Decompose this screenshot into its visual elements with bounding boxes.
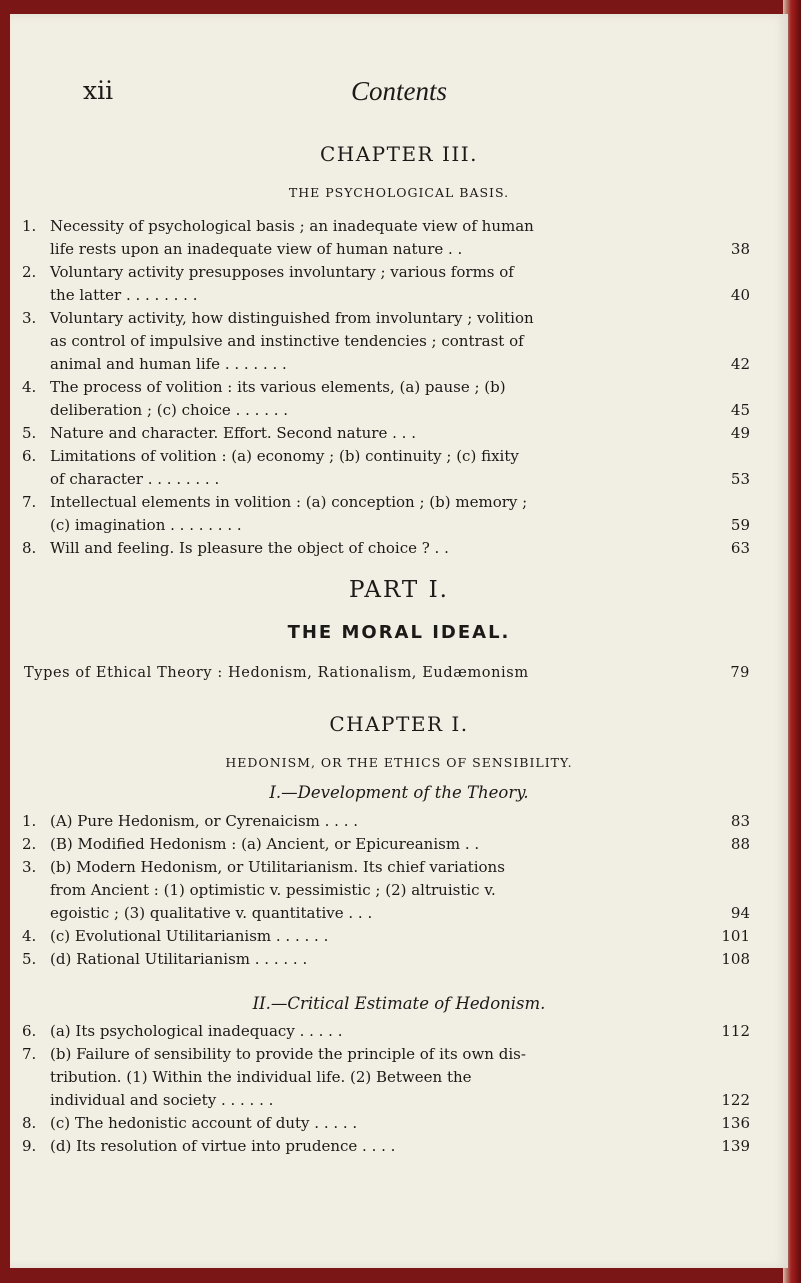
chapter-3-title: CHAPTER III. <box>319 142 479 166</box>
toc-entry-text: Will and feeling. Is pleasure the object of choice ? . . <box>50 539 449 557</box>
toc-entry-number: 8. <box>22 539 37 557</box>
toc-entry-page: 49 <box>730 424 750 442</box>
toc-entry-page: 112 <box>721 1022 750 1040</box>
toc-entry-number: 4. <box>22 927 37 945</box>
toc-entry-text: deliberation ; (c) choice . . . . . . <box>50 401 289 419</box>
toc-entry-number: 9. <box>22 1137 37 1155</box>
toc-entry-text: (c) The hedonistic account of duty . . . . . <box>50 1114 358 1132</box>
toc-entry-text: Voluntary activity presupposes involuntary ; various forms of <box>50 263 514 281</box>
toc-entry-page: 122 <box>721 1091 750 1109</box>
toc-entry-text: (d) Its resolution of virtue into prudence . . . . <box>50 1137 396 1155</box>
toc-entry-page: 63 <box>730 539 750 557</box>
toc-entry-number: 1. <box>22 217 37 235</box>
toc-entry-page: 94 <box>730 904 750 922</box>
toc-entry-number: 8. <box>22 1114 37 1132</box>
toc-entry-text: (B) Modified Hedonism : (a) Ancient, or Epicureanism . . <box>50 835 480 853</box>
toc-entry-number: 1. <box>22 812 37 830</box>
toc-entry-text: Necessity of psychological basis ; an inadequate view of human <box>50 217 534 235</box>
toc-entry-text: the latter . . . . . . . . <box>50 286 198 304</box>
toc-entry-page: 42 <box>730 355 750 373</box>
toc-entry-text: The process of volition : its various elements, (a) pause ; (b) <box>50 378 506 396</box>
toc-entry-text: from Ancient : (1) optimistic v. pessimistic ; (2) altruistic v. <box>50 881 496 899</box>
toc-entry-number: 6. <box>22 1022 37 1040</box>
toc-entry-text: (b) Modern Hedonism, or Utilitarianism. Its chief variations <box>50 858 505 876</box>
chapter-3-subtitle: THE PSYCHOLOGICAL BASIS. <box>288 185 510 200</box>
toc-entry-number: 5. <box>22 424 37 442</box>
toc-entry-page: 108 <box>721 950 750 968</box>
page-header <box>10 76 788 116</box>
toc-entry-text: (b) Failure of sensibility to provide the principle of its own dis- <box>50 1045 526 1063</box>
toc-entry-text: Intellectual elements in volition : (a) conception ; (b) memory ; <box>50 493 528 511</box>
part-1-title: PART I. <box>349 577 449 603</box>
toc-entry-page: 45 <box>730 401 750 419</box>
chapter-1-title: CHAPTER I. <box>329 712 469 736</box>
toc-entry-page: 59 <box>730 516 750 534</box>
toc-entry-text: (A) Pure Hedonism, or Cyrenaicism . . . . <box>50 812 359 830</box>
types-of-ethical-theory-page: 79 <box>730 665 750 681</box>
toc-entry-number: 2. <box>22 263 37 281</box>
book-page <box>10 14 788 1268</box>
section-1-title: I.—Development of the Theory. <box>269 783 529 802</box>
page-number: xii <box>83 76 114 105</box>
toc-entry-page: 53 <box>730 470 750 488</box>
toc-entry-page: 40 <box>730 286 750 304</box>
toc-entry-number: 7. <box>22 1045 37 1063</box>
toc-entry-text: (c) Evolutional Utilitarianism . . . . . . <box>50 927 329 945</box>
toc-entry-text: Limitations of volition : (a) economy ; (b) continuity ; (c) fixity <box>50 447 519 465</box>
toc-entry-text: of character . . . . . . . . <box>50 470 220 488</box>
toc-entry-text: (c) imagination . . . . . . . . <box>50 516 242 534</box>
types-of-ethical-theory-text: Types of Ethical Theory : Hedonism, Rationalism, Eudæmonism <box>24 665 529 681</box>
toc-entry-text: tribution. (1) Within the individual life. (2) Between the <box>50 1068 472 1086</box>
toc-entry-text: (a) Its psychological inadequacy . . . . . <box>50 1022 343 1040</box>
toc-entry-page: 139 <box>721 1137 750 1155</box>
toc-entry-text: animal and human life . . . . . . . <box>50 355 287 373</box>
toc-entry-number: 7. <box>22 493 37 511</box>
running-title: Contents <box>350 76 447 106</box>
toc-entry-number: 3. <box>22 858 37 876</box>
toc-entry-page: 83 <box>730 812 750 830</box>
toc-entry-number: 4. <box>22 378 37 396</box>
chapter-1-subtitle: HEDONISM, OR THE ETHICS OF SENSIBILITY. <box>225 755 573 770</box>
toc-entry-text: (d) Rational Utilitarianism . . . . . . <box>50 950 308 968</box>
toc-entry-text: as control of impulsive and instinctive tendencies ; contrast of <box>50 332 524 350</box>
toc-entry-number: 5. <box>22 950 37 968</box>
toc-entry-number: 3. <box>22 309 37 327</box>
toc-entry-page: 38 <box>730 240 750 258</box>
toc-entry-page: 88 <box>730 835 750 853</box>
toc-entry-text: Nature and character. Effort. Second nature . . . <box>50 424 416 442</box>
toc-entry-text: individual and society . . . . . . <box>50 1091 274 1109</box>
toc-entry-number: 2. <box>22 835 37 853</box>
toc-entry-text: Voluntary activity, how distinguished from involuntary ; volition <box>50 309 534 327</box>
toc-entry-page: 136 <box>721 1114 750 1132</box>
section-2-title: II.—Critical Estimate of Hedonism. <box>252 994 546 1013</box>
toc-entry-text: life rests upon an inadequate view of human nature . . <box>50 240 463 258</box>
toc-entry-text: egoistic ; (3) qualitative v. quantitative . . . <box>50 904 373 922</box>
toc-entry-number: 6. <box>22 447 37 465</box>
part-1-subtitle: THE MORAL IDEAL. <box>287 622 511 643</box>
toc-entry-page: 101 <box>721 927 750 945</box>
